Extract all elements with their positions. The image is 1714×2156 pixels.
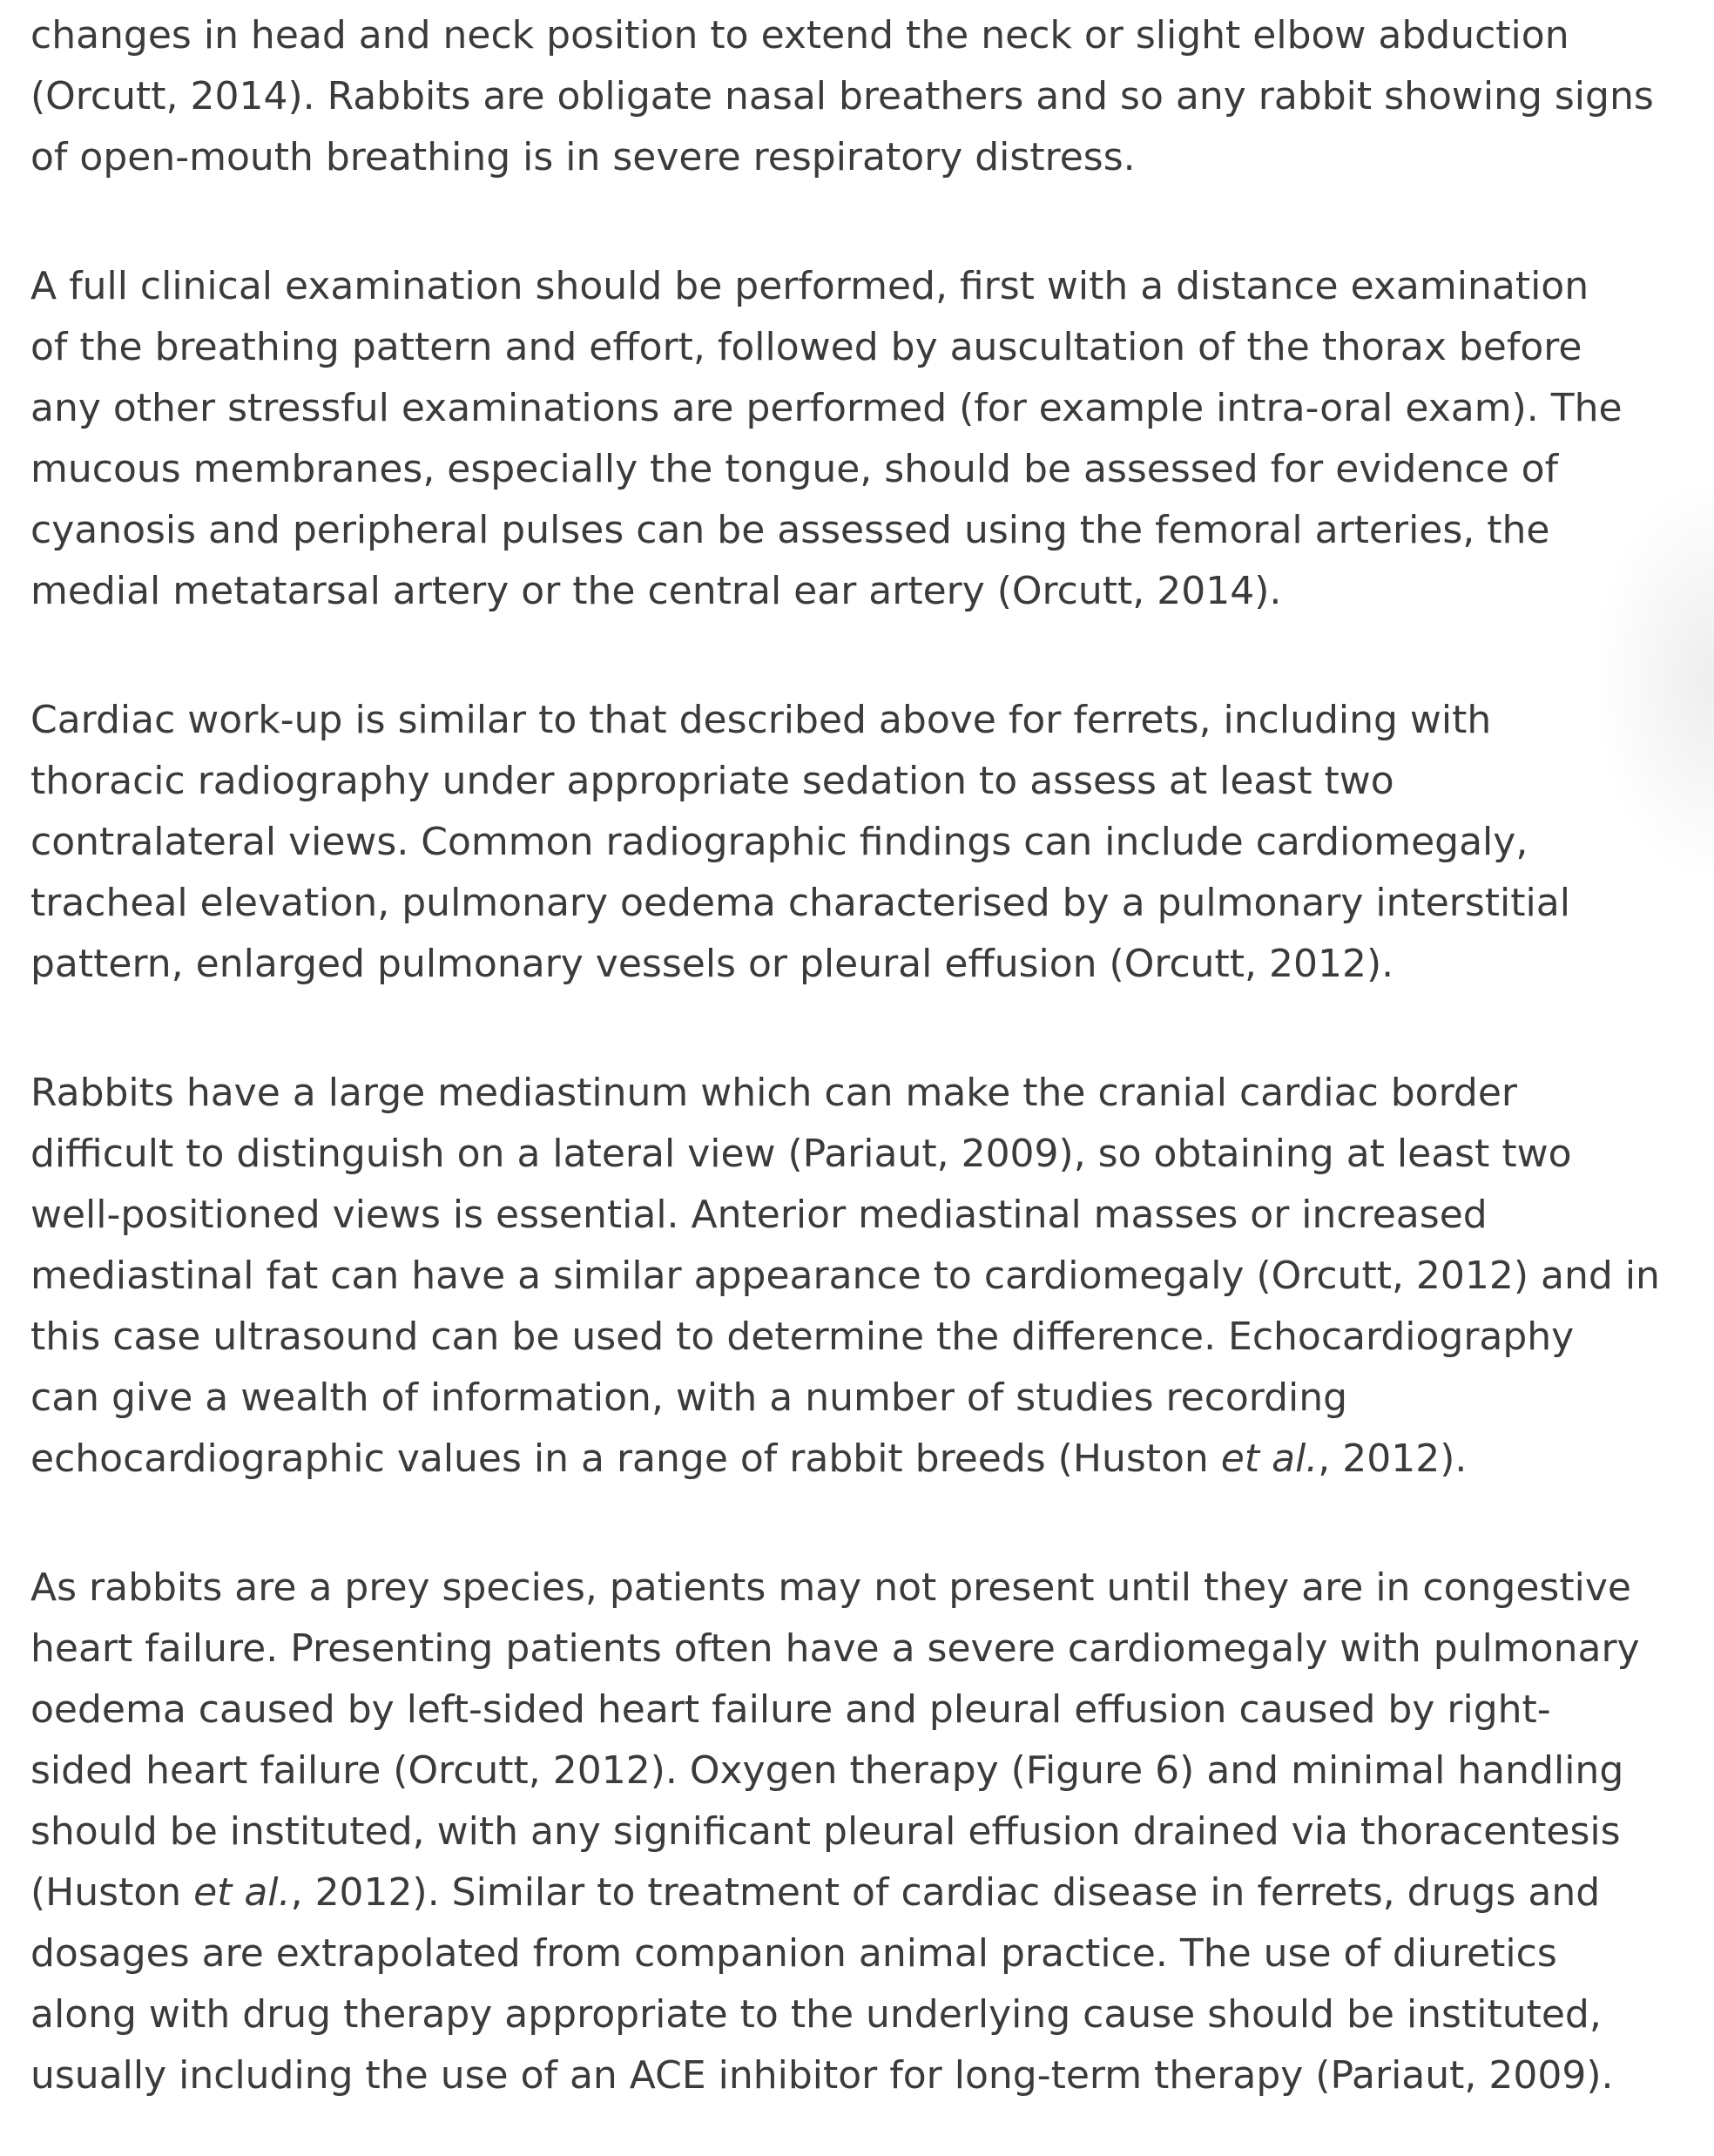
text-line: As rabbits are a prey species, patients may not present until they are in congestive bbox=[30, 1565, 1631, 1610]
paragraph-congestive-heart-failure bbox=[30, 1558, 1703, 2106]
text-line: difficult to distinguish on a lateral view (Pariaut, 2009), so obtaining at least two bbox=[30, 1132, 1572, 1176]
citation-et-al: et al. bbox=[193, 1870, 291, 1915]
text-line: usually including the use of an ACE inhibitor for long-term therapy (Pariaut, 2009). bbox=[30, 2053, 1614, 2098]
text-line: should be instituted, with any significant pleural effusion drained via thoracentesis bbox=[30, 1809, 1621, 1854]
text-line-with-citation bbox=[30, 1429, 1703, 1490]
text-line-with-citation bbox=[30, 1862, 1703, 1923]
text-line: (Orcutt, 2014). Rabbits are obligate nasal breathers and so any rabbit showing signs bbox=[30, 74, 1654, 118]
text-line: well-positioned views is essential. Anterior mediastinal masses or increased bbox=[30, 1193, 1488, 1237]
text-line: thoracic radiography under appropriate sedation to assess at least two bbox=[30, 759, 1394, 803]
text-line: dosages are extrapolated from companion animal practice. The use of diuretics bbox=[30, 1931, 1557, 1976]
paragraph-mediastinum bbox=[30, 1063, 1703, 1490]
text-line: any other stressful examinations are performed (for example intra-oral exam). The bbox=[30, 386, 1623, 430]
text-line: of open-mouth breathing is in severe respiratory distress. bbox=[30, 135, 1136, 179]
citation-et-al: et al. bbox=[1220, 1436, 1319, 1481]
text-line: Cardiac work-up is similar to that described above for ferrets, including with bbox=[30, 698, 1492, 742]
text-line: A full clinical examination should be performed, first with a distance examination bbox=[30, 264, 1589, 308]
text-line: medial metatarsal artery or the central ear artery (Orcutt, 2014). bbox=[30, 569, 1282, 613]
text-line: mucous membranes, especially the tongue, should be assessed for evidence of bbox=[30, 447, 1559, 491]
text-line: of the breathing pattern and effort, followed by auscultation of the thorax before bbox=[30, 325, 1582, 369]
text-line: pattern, enlarged pulmonary vessels or pleural effusion (Orcutt, 2012). bbox=[30, 942, 1394, 986]
text-line: can give a wealth of information, with a number of studies recording bbox=[30, 1375, 1348, 1420]
text-fragment: echocardiographic values in a range of rabbit breeds (Huston bbox=[30, 1436, 1221, 1481]
text-line: Rabbits have a large mediastinum which can make the cranial cardiac border bbox=[30, 1071, 1517, 1115]
text-line: contralateral views. Common radiographic findings can include cardiomegaly, bbox=[30, 820, 1528, 864]
paragraph-cardiac-workup bbox=[30, 690, 1703, 995]
text-line: cyanosis and peripheral pulses can be assessed using the femoral arteries, the bbox=[30, 508, 1550, 552]
text-fragment: , 2012). Similar to treatment of cardiac disease in ferrets, drugs and bbox=[290, 1870, 1601, 1915]
text-line: heart failure. Presenting patients often have a severe cardiomegaly with pulmonary bbox=[30, 1626, 1640, 1671]
paragraph-respiratory-signs bbox=[30, 5, 1703, 188]
article-body bbox=[30, 5, 1703, 2106]
text-line: sided heart failure (Orcutt, 2012). Oxygen therapy (Figure 6) and minimal handling bbox=[30, 1748, 1624, 1793]
text-line: oedema caused by left-sided heart failure and pleural effusion caused by right- bbox=[30, 1687, 1551, 1732]
text-fragment: (Huston bbox=[30, 1870, 194, 1915]
text-line: this case ultrasound can be used to determine the difference. Echocardiography bbox=[30, 1315, 1575, 1359]
text-line: mediastinal fat can have a similar appearance to cardiomegaly (Orcutt, 2012) and in bbox=[30, 1254, 1660, 1298]
text-line: along with drug therapy appropriate to the underlying cause should be instituted, bbox=[30, 1992, 1602, 2037]
text-line: changes in head and neck position to extend the neck or slight elbow abduction bbox=[30, 13, 1569, 57]
text-fragment: , 2012). bbox=[1318, 1436, 1468, 1481]
paragraph-clinical-examination bbox=[30, 256, 1703, 622]
text-line: tracheal elevation, pulmonary oedema characterised by a pulmonary interstitial bbox=[30, 881, 1570, 925]
